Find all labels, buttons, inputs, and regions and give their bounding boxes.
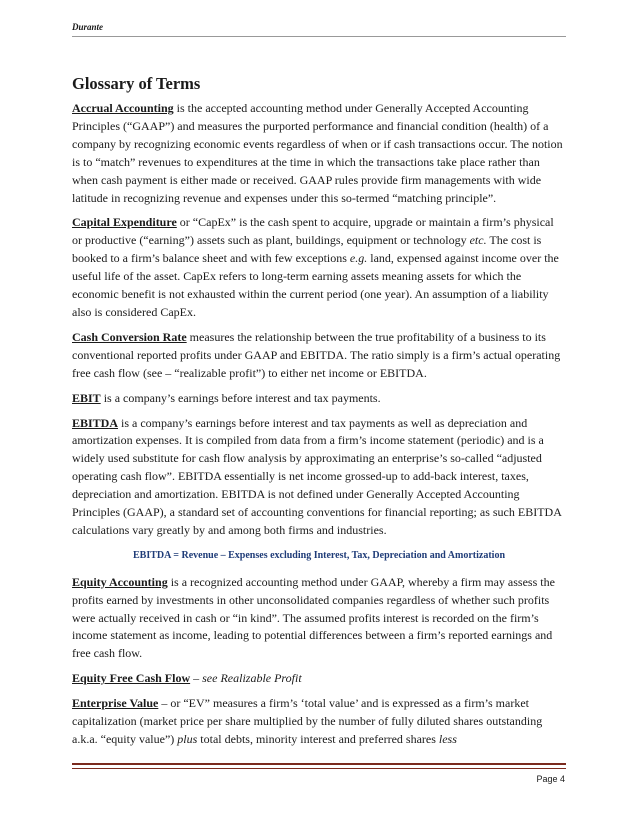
term-equity-free-cash-flow: Equity Free Cash Flow	[72, 671, 191, 686]
italic-etc: etc.	[469, 233, 487, 248]
definition-text: land, expensed against income over the useful life of the asset. CapEx refers to long-term earning assets meaning assets for which the economic benefit is not exhausted within the current period (one year). An assumption of a liability also is considered CapEx.	[72, 251, 559, 319]
entry-accrual-accounting	[72, 100, 566, 207]
term-capital-expenditure: Capital Expenditure	[72, 215, 177, 230]
entry-equity-accounting	[72, 574, 566, 664]
definition-text: – or “EV” measures a firm’s ‘total value’ and is expressed as a firm’s market capitalization (market price per share multiplied by the number of fully diluted shares outstanding a.k.a. “equity value”)	[72, 696, 543, 746]
entry-ebit	[72, 390, 566, 408]
italic-plus: plus	[177, 732, 198, 746]
definition-text: The cost is booked to a firm’s balance sheet and with few exceptions	[72, 233, 542, 266]
definition-text: measures the relationship between the true profitability of a business to its conventional reported profits under GAAP and EBITDA. The ratio simply is a firm’s actual operating free cash flow (see – “realizable profit”) to either net income or EBITDA.	[72, 329, 561, 380]
term-equity-accounting: Equity Accounting	[72, 574, 168, 589]
header-rule	[72, 36, 566, 37]
italic-less: less	[438, 732, 457, 746]
definition-text: is a company’s earnings before interest and tax payments.	[100, 390, 381, 405]
footer-rule	[72, 763, 566, 769]
definition-text: or “CapEx” is the cash spent to acquire, upgrade or maintain a firm’s physical or productive (“earning”) assets such as plant, buildings, equipment or technology	[72, 215, 554, 248]
page-number: Page 4	[536, 774, 565, 784]
definition-text: is a company’s earnings before interest and tax payments as well as depreciation and amortization expenses. It is compiled from data from a firm’s income statement (periodic) and is a widely used substitute for cash flow analysis by approximating an enterprise’s so-called “adjusted operating cash flow”. EBITDA essentially is net income grossed-up to add-back interest, taxes, depreciation and amortization. EBITDA is not defined under Generally Accepted Accounting Principles (GAAP), a standard set of accounting conventions for financial reporting; as such EBITDA calculations vary greatly by and among both firms and industries.	[72, 415, 562, 537]
page-title: Glossary of Terms	[72, 74, 201, 93]
see-reference: – see Realizable Profit	[190, 671, 302, 686]
entry-capital-expenditure	[72, 214, 566, 321]
definition-text: total debts, minority interest and preferred shares	[197, 732, 439, 746]
entry-ebitda	[72, 415, 566, 540]
definition-text: is the accepted accounting method under Generally Accepted Accounting Principles (“GAAP”) and measures the purported performance and financial condition (health) of a company by recognizing economic events regardless of when or if cash transactions occur. The notion is to “match” revenues to expenditures at the time in which the transactions take place rather than when cash payment is either made or received. GAAP rules provide firm managements with wide latitude in recognizing revenue and expenses under this so-termed “matching principle”.	[72, 101, 563, 205]
italic-eg: e.g.	[349, 251, 368, 266]
entry-enterprise-value	[72, 695, 566, 749]
term-ebit: EBIT	[72, 390, 101, 405]
entry-cash-conversion-rate	[72, 329, 566, 383]
term-ebitda: EBITDA	[72, 415, 119, 430]
ebitda-formula: EBITDA = Revenue – Expenses excluding Interest, Tax, Depreciation and Amortization	[132, 549, 506, 561]
term-cash-conversion-rate: Cash Conversion Rate	[72, 329, 187, 344]
term-enterprise-value: Enterprise Value	[72, 696, 159, 711]
entry-equity-free-cash-flow	[72, 670, 566, 688]
definition-text: is a recognized accounting method under GAAP, whereby a firm may assess the profits earned by investments in other unconsolidated companies regardless of whether such profits were actually received in cash or “in kind”. The assumed profits interest is recorded on the firm’s income statement as income, leading to potential differences between a firm’s reported earnings and free cash flow.	[72, 574, 555, 661]
term-accrual-accounting: Accrual Accounting	[72, 101, 174, 115]
glossary-body	[72, 100, 566, 756]
running-header-author: Durante	[72, 22, 104, 32]
